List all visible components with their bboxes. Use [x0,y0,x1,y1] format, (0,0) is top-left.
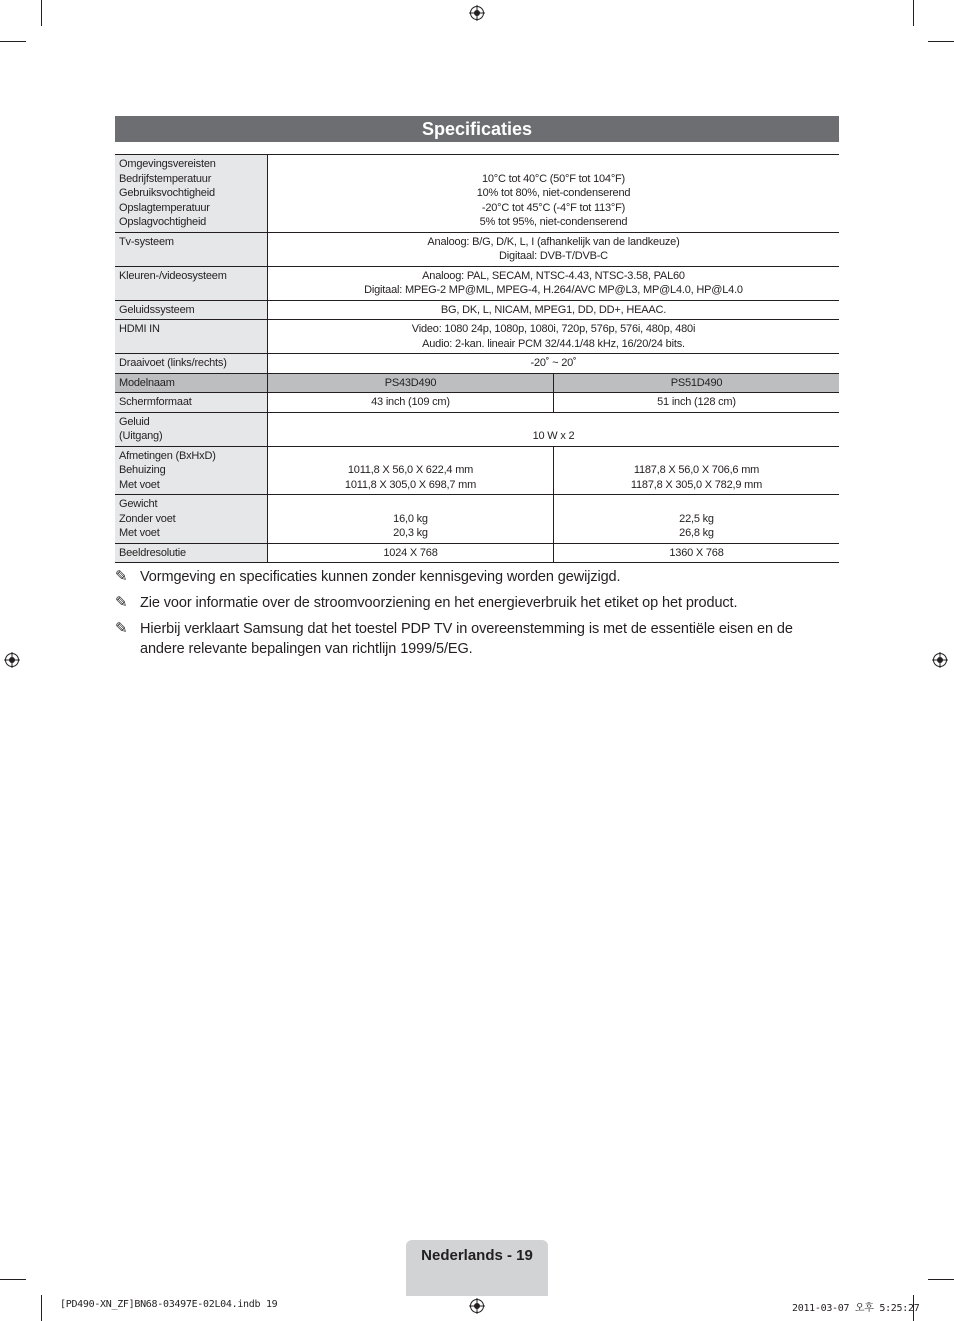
label-line: Gebruiksvochtigheid [119,187,215,199]
value-line: Digitaal: DVB-T/DVB-C [499,250,608,262]
pencil-icon: ✎ [115,620,128,637]
pencil-icon: ✎ [115,568,128,585]
value-line: Video: 1080 24p, 1080p, 1080i, 720p, 576p, 576i, 480p, 480i [411,323,696,335]
row-label: Beeldresolutie [115,543,268,563]
note-text: Vormgeving en specificaties kunnen zonder kennisgeving worden gewijzigd. [140,569,621,585]
label-line: Gewicht [119,498,158,510]
row-value [268,266,840,300]
table-row [115,495,839,544]
row-value: -20˚ ~ 20˚ [268,354,840,374]
table-row [115,320,839,354]
row-label [115,155,268,233]
value-line: 5% tot 95%, niet-condenserend [479,216,628,228]
note-item [115,619,839,659]
page-number-tab: Nederlands - 19 [406,1240,548,1296]
value-b [554,495,840,544]
value-line: Analoog: B/G, D/K, L, I (afhankelijk van de landkeuze) [427,235,680,248]
row-label: Draaivoet (links/rechts) [115,354,268,374]
note-text: Zie voor informatie over de stroomvoorziening en het energieverbruik het etiket op het product. [140,595,738,611]
value-line: 22,5 kg [679,512,714,525]
slug-left: [PD490-XN_ZF]BN68-03497E-02L04.indb 19 [60,1299,278,1310]
value-line: 1187,8 X 56,0 X 706,6 mm [633,464,760,476]
row-label: Modelnaam [115,373,268,393]
value-line: 20,3 kg [393,527,428,539]
notes-list [115,567,839,665]
table-row [115,232,839,266]
table-row [115,543,839,563]
value-line: 10°C tot 40°C (50°F tot 104°F) [481,172,626,185]
label-line: Met voet [119,527,160,539]
crop-mark [41,1295,42,1321]
label-line: Geluid [119,415,150,428]
value-line: 10% tot 80%, niet-condenserend [476,187,631,199]
crop-mark [0,1279,26,1280]
value-b: 51 inch (128 cm) [554,393,840,413]
value-a: 1024 X 768 [268,543,554,563]
spec-table [115,154,839,563]
crop-mark [928,1279,954,1280]
table-row [115,266,839,300]
table-row [115,412,839,446]
table-row [115,446,839,495]
model-b: PS51D490 [554,373,840,393]
row-label: Geluidssysteem [115,300,268,320]
registration-mark-icon [469,5,485,21]
value-line: Audio: 2-kan. lineair PCM 32/44.1/48 kHz, 16/20/24 bits. [422,337,685,350]
row-value [268,155,840,233]
registration-mark-icon [932,652,948,668]
value-line: 16,0 kg [393,512,428,525]
label-line: Opslagvochtigheid [119,216,207,228]
row-value: BG, DK, L, NICAM, MPEG1, DD, DD+, HEAAC. [268,300,840,320]
crop-mark [913,0,914,26]
table-row [115,354,839,374]
row-label [115,446,268,495]
value-line: -20°C tot 45°C (-4°F tot 113°F) [481,201,626,214]
row-label [115,495,268,544]
value-line: 1011,8 X 305,0 X 698,7 mm [344,478,477,491]
label-line: Opslagtemperatuur [119,201,210,214]
row-label [115,412,268,446]
note-item [115,567,839,587]
value-b: 1360 X 768 [554,543,840,563]
row-value [268,320,840,354]
label-line: Behuizing [119,464,166,476]
table-row [115,393,839,413]
value-line: 1187,8 X 305,0 X 782,9 mm [630,478,763,491]
value-a: 43 inch (109 cm) [268,393,554,413]
model-a: PS43D490 [268,373,554,393]
value-a [268,495,554,544]
label-line: Afmetingen (BxHxD) [119,449,216,462]
value-a [268,446,554,495]
label-line: (Uitgang) [119,430,163,442]
value-line: 1011,8 X 56,0 X 622,4 mm [347,464,474,476]
table-row-model [115,373,839,393]
registration-mark-icon [469,1298,485,1314]
crop-mark [41,0,42,26]
table-row [115,155,839,233]
table-row [115,300,839,320]
label-line: Zonder voet [119,512,176,525]
page-title: Specificaties [115,116,839,142]
value-line: Analoog: PAL, SECAM, NTSC-4.43, NTSC-3.58, PAL60 [422,269,685,282]
value-b [554,446,840,495]
slug-right: 2011-03-07 오후 5:25:27 [792,1303,920,1314]
note-text: Hierbij verklaart Samsung dat het toestel PDP TV in overeenstemming is met de essentiële eisen en de andere relevante bepalingen van richtlijn 1999/5/EG. [140,621,793,657]
row-value: 10 W x 2 [268,412,840,446]
row-value [268,232,840,266]
value-line: Digitaal: MPEG-2 MP@ML, MPEG-4, H.264/AVC MP@L3, MP@L4.0, HP@L4.0 [364,284,743,296]
row-label: Schermformaat [115,393,268,413]
label-line: Bedrijfstemperatuur [119,172,212,185]
note-item [115,593,839,613]
pencil-icon: ✎ [115,594,128,611]
row-label: Kleuren-/videosysteem [115,266,268,300]
registration-mark-icon [4,652,20,668]
crop-mark [0,41,26,42]
row-label: HDMI IN [115,320,268,354]
label-line: Omgevingsvereisten [119,158,216,170]
value-line: 26,8 kg [679,527,714,539]
row-label: Tv-systeem [115,232,268,266]
label-line: Met voet [119,478,160,491]
crop-mark [928,41,954,42]
